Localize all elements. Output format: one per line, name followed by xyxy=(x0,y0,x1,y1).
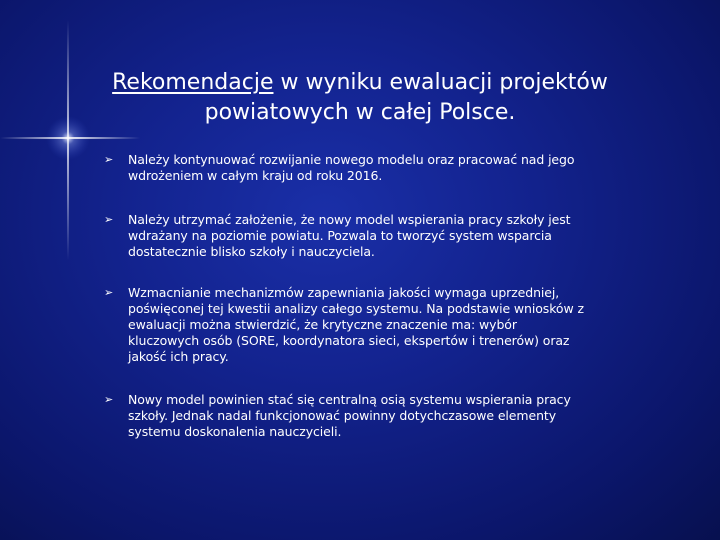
bullet-text: Należy kontynuować rozwijanie nowego modelu oraz pracować nad jego wdrożeniem w całym kraju od roku 2016. xyxy=(128,152,575,183)
title-rest: w wyniku ewaluacji projektów powiatowych w całej Polsce. xyxy=(204,70,608,125)
arrow-bullet-icon: ➢ xyxy=(104,286,114,299)
slide-title xyxy=(100,68,620,128)
bullet-text: Wzmacnianie mechanizmów zapewniania jakości wymaga uprzedniej, poświęconej tej kwestii analizy całego systemu. Na podstawie wniosków z ewaluacji można stwierdzić, że krytyczne znaczenie ma: wybór kluczowych osób (SORE, koordynatora sieci, ekspertów i trenerów) oraz jakość ich pracy. xyxy=(128,285,584,364)
bullet-item xyxy=(104,392,584,440)
arrow-bullet-icon: ➢ xyxy=(104,393,114,406)
bullet-item xyxy=(104,152,584,184)
arrow-bullet-icon: ➢ xyxy=(104,153,114,166)
bullet-text: Nowy model powinien stać się centralną osią systemu wspierania pracy szkoły. Jednak nadal funkcjonować powinny dotychczasowe elementy systemu doskonalenia nauczycieli. xyxy=(128,392,571,439)
bullet-item xyxy=(104,285,584,365)
title-keyword: Rekomendacje xyxy=(112,70,274,95)
bullet-item xyxy=(104,212,584,260)
bullet-text: Należy utrzymać założenie, że nowy model wspierania pracy szkoły jest wdrażany na poziomie powiatu. Pozwala to tworzyć system wsparcia dostatecznie blisko szkoły i nauczyciela. xyxy=(128,212,571,259)
arrow-bullet-icon: ➢ xyxy=(104,213,114,226)
